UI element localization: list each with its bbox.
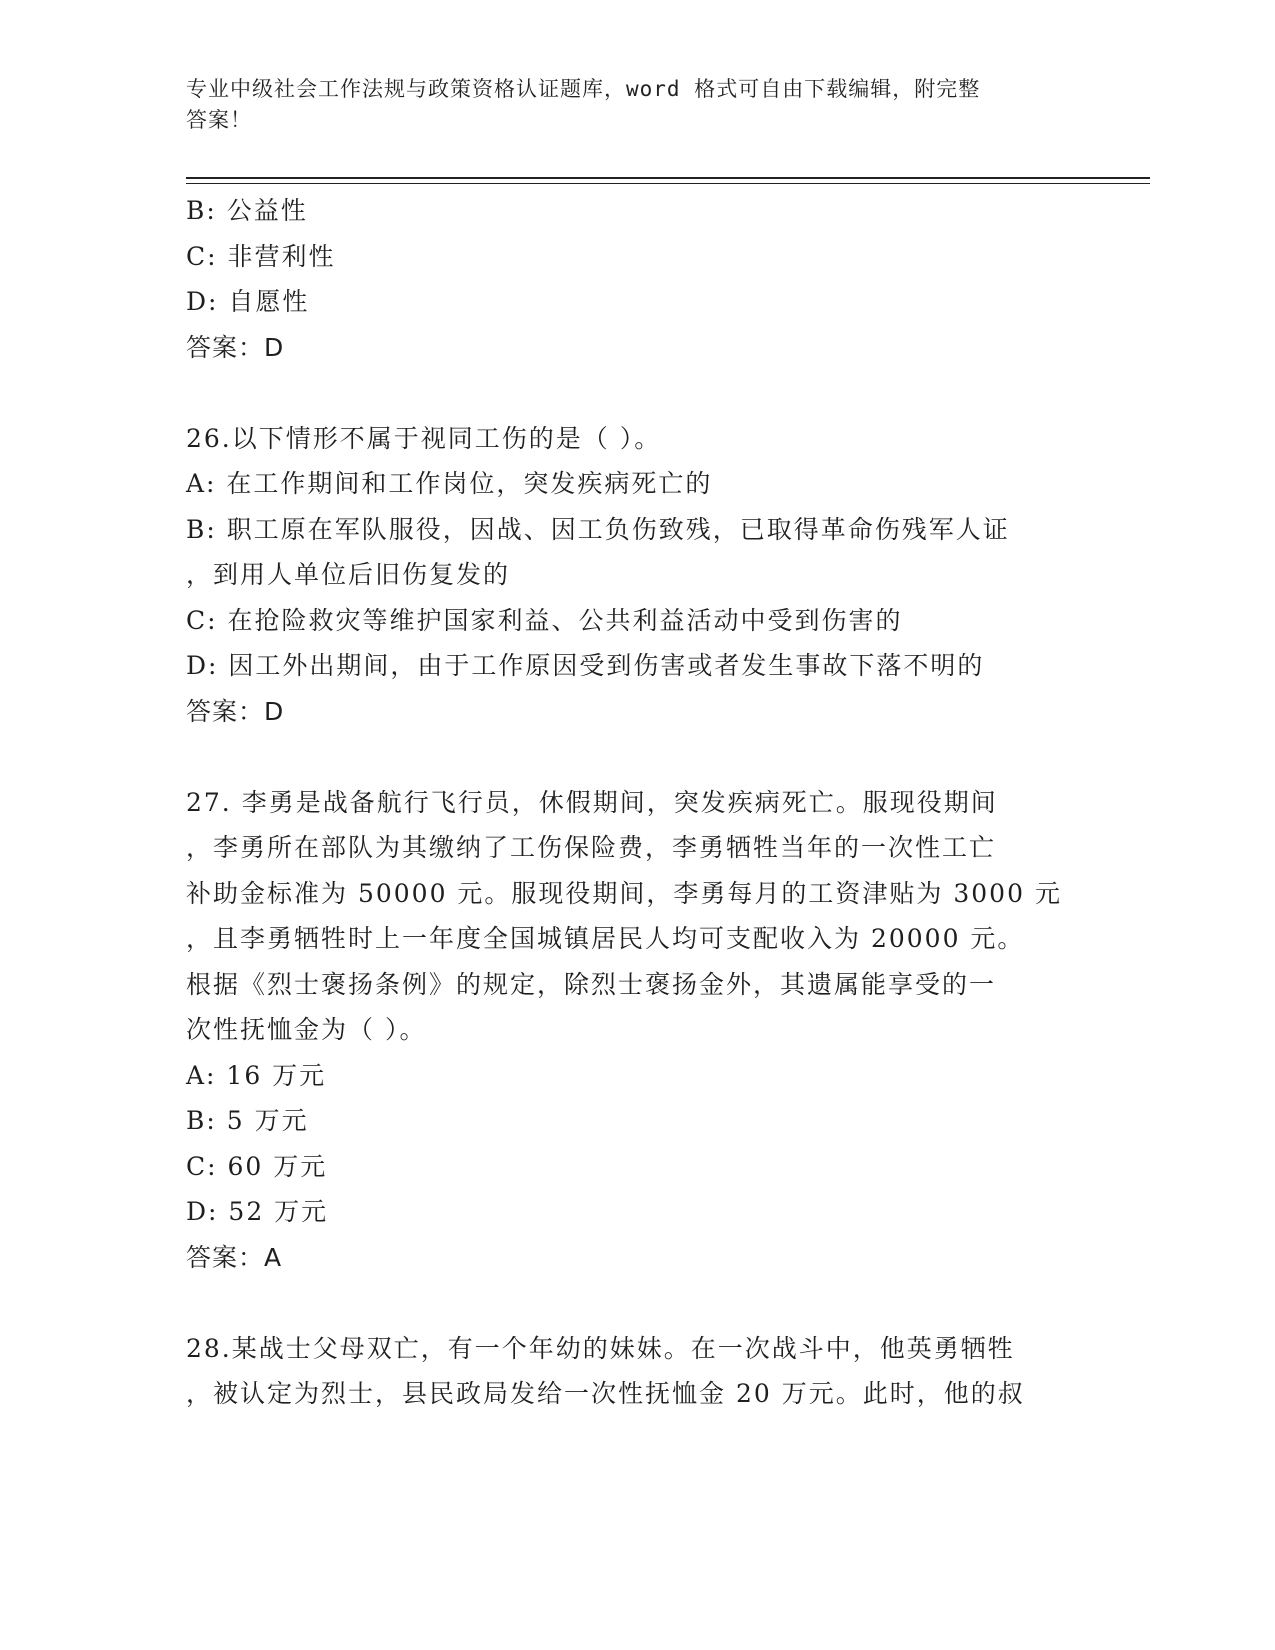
- question-26: [186, 416, 1086, 735]
- document-body: [186, 188, 1086, 1417]
- question-stem-line-2: ，李勇所在部队为其缴纳了工伤保险费，李勇牺牲当年的一次性工亡: [186, 833, 997, 862]
- header-line-1: 专业中级社会工作法规与政策资格认证题库，word 格式可自由下载编辑，附完整: [186, 77, 981, 101]
- option-b: B: 公益性: [186, 196, 308, 225]
- question-25: [186, 188, 1086, 370]
- option-b: B: 5 万元: [186, 1106, 309, 1135]
- option-c: C: 在抢险救灾等维护国家利益、公共利益活动中受到伤害的: [186, 605, 903, 635]
- question-stem-line-2: ，被认定为烈士，县民政局发给一次性抚恤金 20 万元。此时，他的叔: [186, 1379, 1025, 1408]
- header-rule-thin: [186, 183, 1150, 184]
- question-27: [186, 780, 1086, 1281]
- option-c: C: 非营利性: [186, 241, 336, 271]
- answer-line: 答案：A: [186, 1242, 283, 1272]
- question-stem-line-6: 次性抚恤金为（ ）。: [186, 1015, 427, 1044]
- page-header: [186, 74, 1066, 136]
- answer-line: 答案：D: [186, 332, 285, 362]
- question-stem-line-3: 补助金标准为 50000 元。服现役期间，李勇每月的工资津贴为 3000 元: [186, 878, 1062, 908]
- question-28: [186, 1326, 1086, 1417]
- option-c: C: 60 万元: [186, 1151, 328, 1181]
- header-rule-thick: [186, 177, 1150, 179]
- option-a: A: 16 万元: [186, 1060, 327, 1090]
- question-stem-line-5: 根据《烈士褒扬条例》的规定，除烈士褒扬金外，其遗属能享受的一: [186, 969, 997, 999]
- spacer: [186, 1280, 1086, 1326]
- spacer: [186, 734, 1086, 780]
- question-stem-line-4: ，且李勇牺牲时上一年度全国城镇居民人均可支配收入为 20000 元。: [186, 924, 1025, 953]
- header-line-2: 答案！: [186, 108, 252, 132]
- option-b: B: 职工原在军队服役，因战、因工负伤致残，已取得革命伤残军人证: [186, 514, 1010, 544]
- option-a: A: 在工作期间和工作岗位，突发疾病死亡的: [186, 469, 713, 498]
- option-d: D: 52 万元: [186, 1197, 329, 1226]
- answer-line: 答案：D: [186, 696, 285, 726]
- option-d: D: 因工外出期间，由于工作原因受到伤害或者发生事故下落不明的: [186, 651, 985, 680]
- question-stem-line-1: 27. 李勇是战备航行飞行员，休假期间，突发疾病死亡。服现役期间: [186, 787, 998, 817]
- spacer: [186, 370, 1086, 416]
- option-d: D: 自愿性: [186, 287, 310, 316]
- question-stem-line-1: 28.某战士父母双亡，有一个年幼的妹妹。在一次战斗中，他英勇牺牲: [186, 1333, 1015, 1363]
- question-stem: 26.以下情形不属于视同工伤的是（ ）。: [186, 423, 662, 453]
- option-b-continued: ，到用人单位后旧伤复发的: [186, 560, 511, 589]
